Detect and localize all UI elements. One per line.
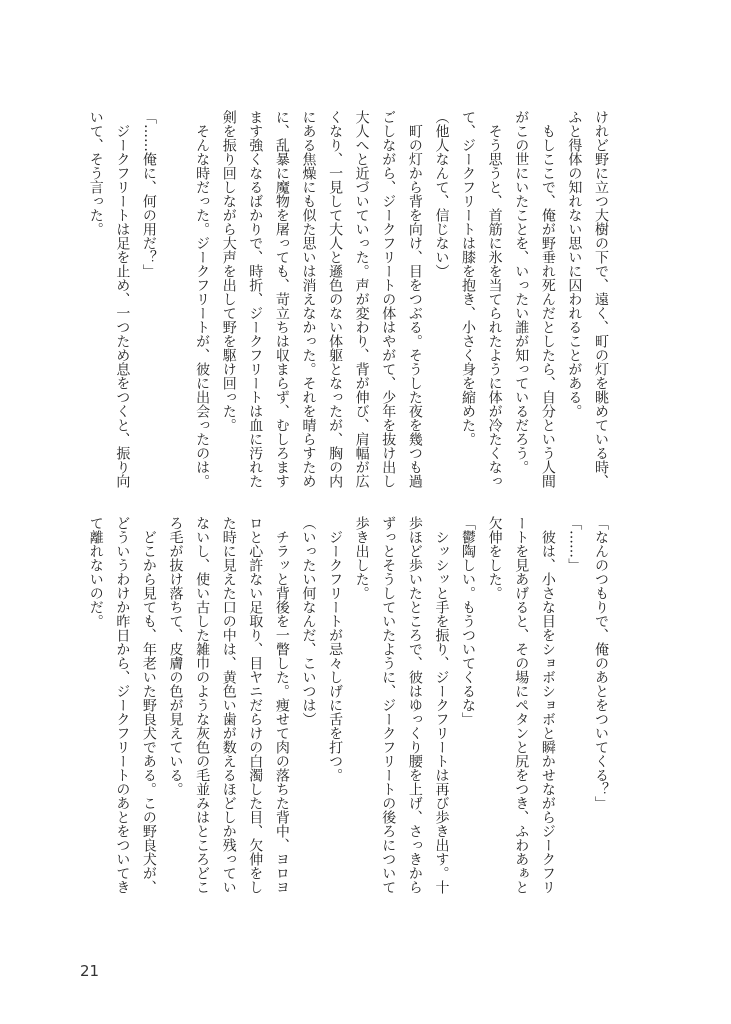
text-line: 「……」 <box>566 516 583 572</box>
text-line: けれど野に立つ大樹の下で、遠く、町の灯を眺めている時、 <box>593 110 609 488</box>
text-line: ジークフリートは足を止め、一つため息をつくと、振り向 <box>114 110 131 488</box>
text-line: ロと心許ない足取り、目ヤニだらけの白濁した目、欠伸をし <box>247 516 264 894</box>
text-line: 剣を振り回しながら大声を出して野を駆け回った。 <box>220 110 237 432</box>
text-line: ごしながら、ジークフリートの体はやがて、少年を抜け出し <box>380 110 397 488</box>
text-line: 「なんのつもりで、俺のあとをついてくる？」 <box>593 516 609 810</box>
text-line: くなり、一見して大人と遜色のない体躯となったが、胸の内 <box>327 110 344 488</box>
text-line: チラッと背後を一瞥した。痩せて肉の落ちた背中、ヨロヨ <box>273 516 290 894</box>
text-line: ジークフリートが忌々しげに舌を打つ。 <box>327 516 344 782</box>
text-line: もしここで、俺が野垂れ死んだとしたら、自分という人間 <box>539 110 556 488</box>
text-line: どういうわけか昨日から、ジークフリートのあとをついてき <box>114 516 131 894</box>
text-block-bottom <box>82 516 614 900</box>
text-line: ないし、使い古した雑巾のような灰色の毛並みはところどこ <box>194 516 211 894</box>
text-line: ろ毛が抜け落ちて、皮膚の色が見えている。 <box>167 516 184 796</box>
text-line: シッシッと手を振り、ジークフリートは再び歩き出す。十 <box>433 516 450 894</box>
text-line: にある焦燥にも似た思いは消えなかった。それを晴らすため <box>300 110 317 488</box>
text-line: そんな時だった。ジークフリートが、彼に出会ったのは。 <box>194 110 211 488</box>
text-line: ートを見あげると、その場にペタンと尻をつき、ふわあぁと <box>513 516 530 894</box>
text-block-top <box>82 110 614 494</box>
text-line: ます強くなるばかりで、時折、ジークフリートは血に汚れた <box>247 110 264 488</box>
text-line: て、ジークフリートは膝を抱き、小さく身を縮めた。 <box>460 110 477 446</box>
text-line: 「……俺に、何の用だ？」 <box>140 110 157 278</box>
text-line: 欠伸をした。 <box>486 516 503 600</box>
text-line: 歩き出した。 <box>353 516 370 600</box>
text-line: （他人なんて、信じない） <box>433 110 450 278</box>
text-line <box>162 110 189 494</box>
text-line: 大人へと近づいていった。声が変わり、背が伸び、肩幅が広 <box>353 110 370 488</box>
text-line: 歩ほど歩いたところで、彼はゆっくり腰を上げ、さっきから <box>406 516 423 894</box>
text-line: （いったい何なんだ、こいつは） <box>300 516 317 726</box>
text-line: 彼は、小さな目をショボショボと瞬かせながらジークフリ <box>539 516 556 894</box>
text-line: がこの世にいたことを、いったい誰が知っているだろう。 <box>513 110 530 474</box>
text-line: て離れないのだ。 <box>87 516 104 628</box>
text-line: に、乱暴に魔物を屠っても、苛立ちは収まらず、むしろます <box>273 110 290 488</box>
page-number: 21 <box>80 962 100 980</box>
text-line: 町の灯から背を向け、目をつぶる。そうした夜を幾つも過 <box>406 110 423 488</box>
text-line: た時に見えた口の中は、黄色い歯が数えるほどしか残ってい <box>220 516 237 894</box>
text-line: 「鬱陶しい。もうついてくるな」 <box>460 516 477 726</box>
text-line: どこから見ても、年老いた野良犬である。この野良犬が、 <box>140 516 157 894</box>
text-line: ふと得体の知れない思いに囚われることがある。 <box>566 110 583 418</box>
text-line: そう思うと、首筋に氷を当てられたように体が冷たくなっ <box>486 110 503 488</box>
text-line: いて、そう言った。 <box>87 110 104 236</box>
text-line: ずっとそうしていたように、ジークフリートの後ろについて <box>380 516 397 894</box>
